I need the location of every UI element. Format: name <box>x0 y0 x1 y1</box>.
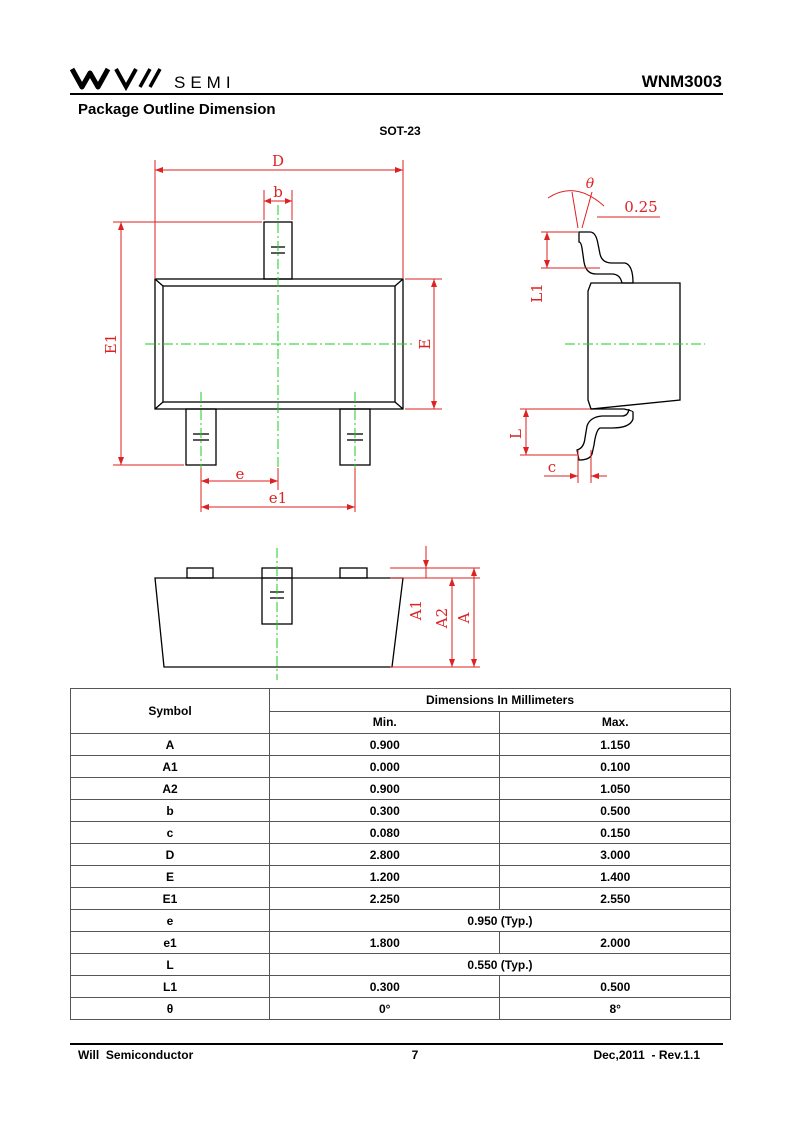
row-max: 3.000 <box>500 844 731 866</box>
min-header: Min. <box>270 711 500 734</box>
row-min: 2.250 <box>270 888 500 910</box>
row-min: 0.900 <box>270 734 500 756</box>
row-symbol: e1 <box>71 932 270 954</box>
row-max: 1.400 <box>500 866 731 888</box>
row-symbol: b <box>71 800 270 822</box>
label-L1: L1 <box>528 283 546 303</box>
table-row <box>71 844 731 866</box>
row-symbol: c <box>71 822 270 844</box>
will-semi-logo <box>70 63 260 93</box>
row-typical: 0.950 (Typ.) <box>270 910 731 932</box>
row-symbol: A1 <box>71 756 270 778</box>
label-theta: θ <box>585 176 595 192</box>
label-E: E <box>416 338 434 350</box>
label-E1: E1 <box>102 333 120 355</box>
row-max: 0.100 <box>500 756 731 778</box>
logo-text: SEMI <box>174 73 236 92</box>
package-outline-drawing <box>0 150 800 680</box>
label-L: L <box>507 429 525 439</box>
table-row <box>71 866 731 888</box>
footer-page-number: 7 <box>411 1048 419 1062</box>
row-max: 1.150 <box>500 734 731 756</box>
row-min: 0° <box>270 998 500 1020</box>
row-max: 0.150 <box>500 822 731 844</box>
table-row <box>71 822 731 844</box>
table-row <box>71 756 731 778</box>
table-row <box>71 954 731 976</box>
row-min: 0.300 <box>270 800 500 822</box>
row-symbol: L <box>71 954 270 976</box>
table-row <box>71 888 731 910</box>
table-row <box>71 932 731 954</box>
row-symbol: L1 <box>71 976 270 998</box>
table-row <box>71 778 731 800</box>
label-e1: e1 <box>268 489 288 507</box>
table-row <box>71 800 731 822</box>
row-max: 8° <box>500 998 731 1020</box>
table-row <box>71 910 731 932</box>
row-symbol: E <box>71 866 270 888</box>
dimensions-rows <box>71 734 731 1020</box>
row-symbol: E1 <box>71 888 270 910</box>
row-min: 0.080 <box>270 822 500 844</box>
row-max: 2.000 <box>500 932 731 954</box>
row-symbol: A2 <box>71 778 270 800</box>
table-row <box>71 734 731 756</box>
label-c: c <box>547 458 557 476</box>
dimensions-header: Dimensions In Millimeters <box>270 689 731 712</box>
front-view-body <box>155 578 403 667</box>
side-view-body <box>588 283 680 409</box>
section-title: Package Outline Dimension <box>78 101 276 118</box>
label-A: A <box>455 612 473 624</box>
row-max: 0.500 <box>500 800 731 822</box>
label-e: e <box>235 465 245 483</box>
side-view-upper-lead <box>579 232 633 283</box>
row-symbol: A <box>71 734 270 756</box>
row-max: 1.050 <box>500 778 731 800</box>
row-min: 0.300 <box>270 976 500 998</box>
row-symbol: e <box>71 910 270 932</box>
label-gauge: 0.25 <box>624 198 658 216</box>
row-max: 0.500 <box>500 976 731 998</box>
dimensions-table <box>70 688 731 1020</box>
footer-rule <box>70 1043 723 1045</box>
footer-company: Will Semiconductor <box>78 1048 194 1062</box>
row-min: 0.000 <box>270 756 500 778</box>
table-row <box>71 998 731 1020</box>
centerlines <box>145 205 705 680</box>
row-min: 1.800 <box>270 932 500 954</box>
label-D: D <box>271 152 285 170</box>
row-min: 2.800 <box>270 844 500 866</box>
label-A1: A1 <box>407 599 425 621</box>
dimension-lines <box>113 160 660 667</box>
part-number: WNM3003 <box>641 72 722 91</box>
row-symbol: D <box>71 844 270 866</box>
row-max: 2.550 <box>500 888 731 910</box>
row-min: 1.200 <box>270 866 500 888</box>
package-name: SOT-23 <box>379 124 421 138</box>
row-typical: 0.550 (Typ.) <box>270 954 731 976</box>
max-header: Max. <box>500 711 731 734</box>
header-rule <box>70 93 723 95</box>
label-A2: A2 <box>433 607 451 629</box>
symbol-header: Symbol <box>71 689 270 734</box>
row-min: 0.900 <box>270 778 500 800</box>
label-b: b <box>273 183 283 201</box>
footer-revision: Dec,2011 - Rev.1.1 <box>593 1048 700 1062</box>
table-row <box>71 976 731 998</box>
row-symbol: θ <box>71 998 270 1020</box>
